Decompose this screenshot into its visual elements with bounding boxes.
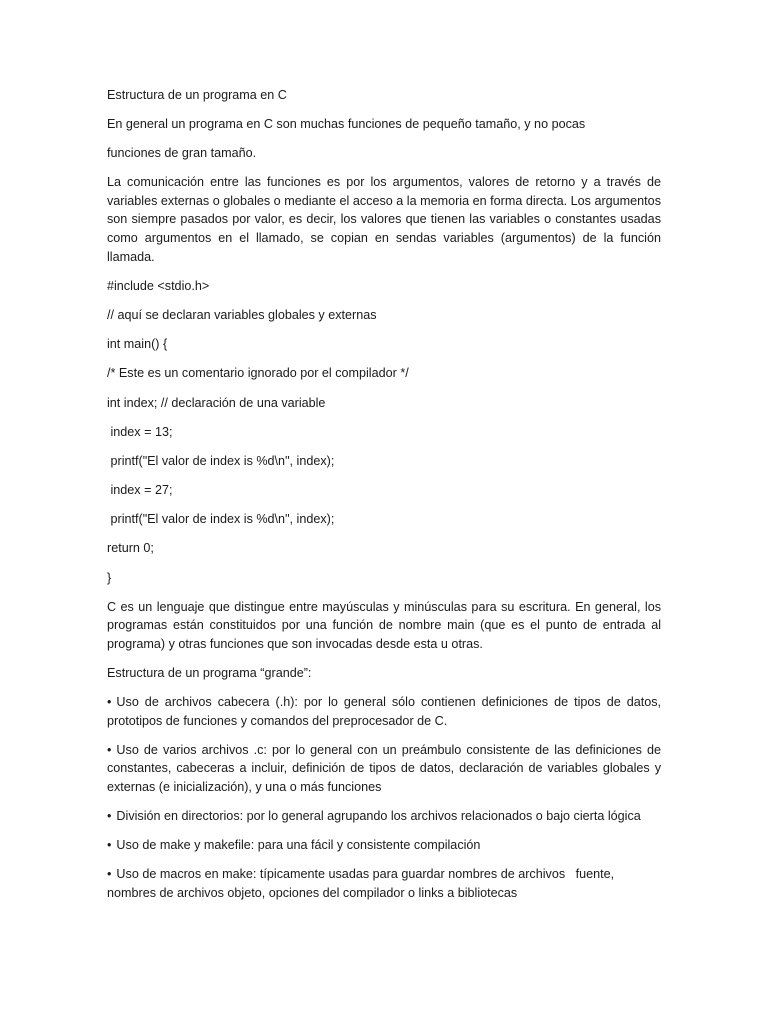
bullet-mark: • — [107, 838, 112, 853]
code-line: printf("El valor de index is %d\n", index); — [107, 453, 335, 468]
bullet-text: División en directorios: por lo general agrupando los archivos relacionados o bajo cierta lógica — [116, 809, 641, 824]
bullet-item — [107, 865, 661, 902]
intro-line-2: funciones de gran tamaño. — [107, 146, 257, 161]
code-line: return 0; — [107, 541, 154, 556]
bullet-item — [107, 807, 661, 826]
document-title: Estructura de un programa en C — [107, 88, 287, 102]
code-line: // aquí se declaran variables globales y externas — [107, 307, 377, 322]
code-line: #include <stdio.h> — [107, 278, 210, 293]
large-program-heading: Estructura de un programa “grande”: — [107, 666, 312, 681]
bullet-text: Uso de varios archivos .c: por lo general con un preámbulo consistente de las definiciones de constantes, cabeceras a incluir, definición de tipos de datos, declaración de variables globales y externas (e inicialización), y una o más funciones — [107, 742, 661, 795]
code-line: } — [107, 570, 112, 585]
case-sensitivity-paragraph: C es un lenguaje que distingue entre mayúsculas y minúsculas para su escritura. En general, los programas están constituidos por una función de nombre main (que es el punto de entrada al programa) y otras funciones que son invocadas desde esta u otras. — [107, 599, 661, 651]
bullet-item — [107, 741, 661, 797]
bullet-item — [107, 836, 661, 855]
code-line: printf("El valor de index is %d\n", index); — [107, 512, 335, 527]
bullet-mark: • — [107, 809, 112, 824]
bullet-text: Uso de make y makefile: para una fácil y consistente compilación — [116, 838, 481, 853]
code-line: index = 27; — [107, 483, 173, 498]
bullet-text: Uso de macros en make: típicamente usadas para guardar nombres de archivos fuente, nombres de archivos objeto, opciones del compilador o links a bibliotecas — [107, 867, 618, 900]
communication-paragraph: La comunicación entre las funciones es por los argumentos, valores de retorno y a través de variables externas o globales o mediante el acceso a la memoria en forma directa. Los argumentos son siempre pasados por valor, es decir, los valores que tienen las variables o constantes usadas como argumentos en el llamado, se copian en sendas variables (argumentos) de la función llamada. — [107, 175, 661, 264]
bullet-mark: • — [107, 742, 112, 757]
code-line: int main() { — [107, 337, 168, 352]
bullet-mark: • — [107, 695, 112, 710]
bullet-item — [107, 693, 661, 730]
code-line: int index; // declaración de una variable — [107, 395, 326, 410]
code-line: index = 13; — [107, 424, 173, 439]
code-line: /* Este es un comentario ignorado por el compilador */ — [107, 366, 409, 381]
bullet-text: Uso de archivos cabecera (.h): por lo general sólo contienen definiciones de tipos de datos, prototipos de funciones y comandos del preprocesador de C. — [107, 695, 661, 728]
code-block — [107, 277, 661, 587]
intro-line-1: En general un programa en C son muchas funciones de pequeño tamaño, y no pocas — [107, 117, 586, 132]
document-page — [107, 86, 661, 913]
bullet-mark: • — [107, 867, 112, 882]
